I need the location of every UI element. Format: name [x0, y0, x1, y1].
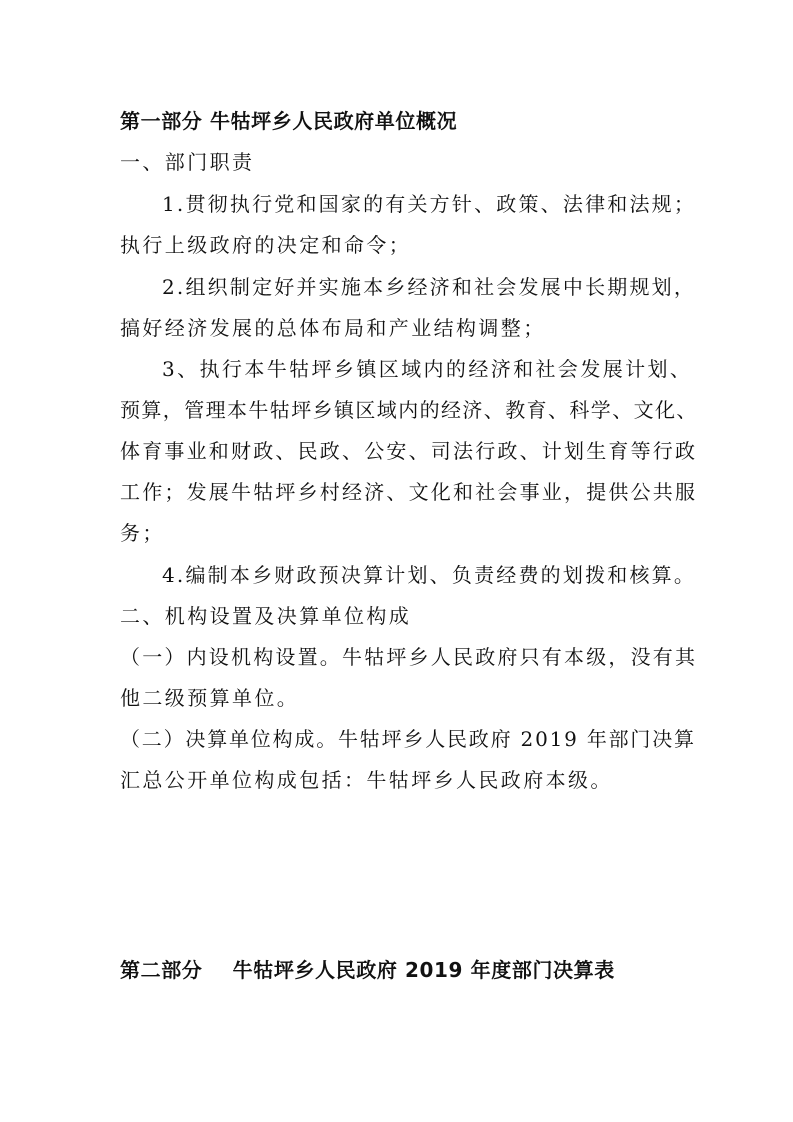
section2-heading: 二、机构设置及决算单位构成 — [120, 604, 412, 628]
duty2-line1: 2.组织制定好并实施本乡经济和社会发展中长期规划， — [162, 275, 697, 299]
duty3-line5: 务； — [120, 521, 165, 545]
org2-line1: （二）决算单位构成。牛牯坪乡人民政府 2019 年部门决算 — [120, 727, 696, 751]
duty3-line4: 工作；发展牛牯坪乡村经济、文化和社会事业，提供公共服 — [120, 480, 698, 504]
duty3-line2: 预算，管理本牛牯坪乡镇区域内的经济、教育、科学、文化、 — [120, 398, 698, 422]
duty1-line1: 1.贯彻执行党和国家的有关方针、政策、法律和法规； — [162, 192, 697, 216]
section1-heading: 一、部门职责 — [120, 150, 255, 174]
org1-line1: （一）内设机构设置。牛牯坪乡人民政府只有本级，没有其 — [120, 645, 698, 669]
org2-line2: 汇总公开单位构成包括：牛牯坪乡人民政府本级。 — [120, 768, 613, 792]
org1-line2: 他二级预算单位。 — [120, 686, 300, 710]
duty4-line1: 4.编制本乡财政预决算计划、负责经费的划拨和核算。 — [162, 563, 697, 587]
part1-title: 第一部分 牛牯坪乡人民政府单位概况 — [120, 109, 458, 133]
duty2-line2: 搞好经济发展的总体布局和产业结构调整； — [120, 316, 546, 340]
part2-title: 第二部分 牛牯坪乡人民政府 2019 年度部门决算表 — [120, 958, 615, 982]
duty3-line3: 体育事业和财政、民政、公安、司法行政、计划生育等行政 — [120, 439, 698, 463]
duty3-line1: 3、执行本牛牯坪乡镇区域内的经济和社会发展计划、 — [162, 357, 693, 381]
duty1-line2: 执行上级政府的决定和命令； — [120, 233, 412, 257]
